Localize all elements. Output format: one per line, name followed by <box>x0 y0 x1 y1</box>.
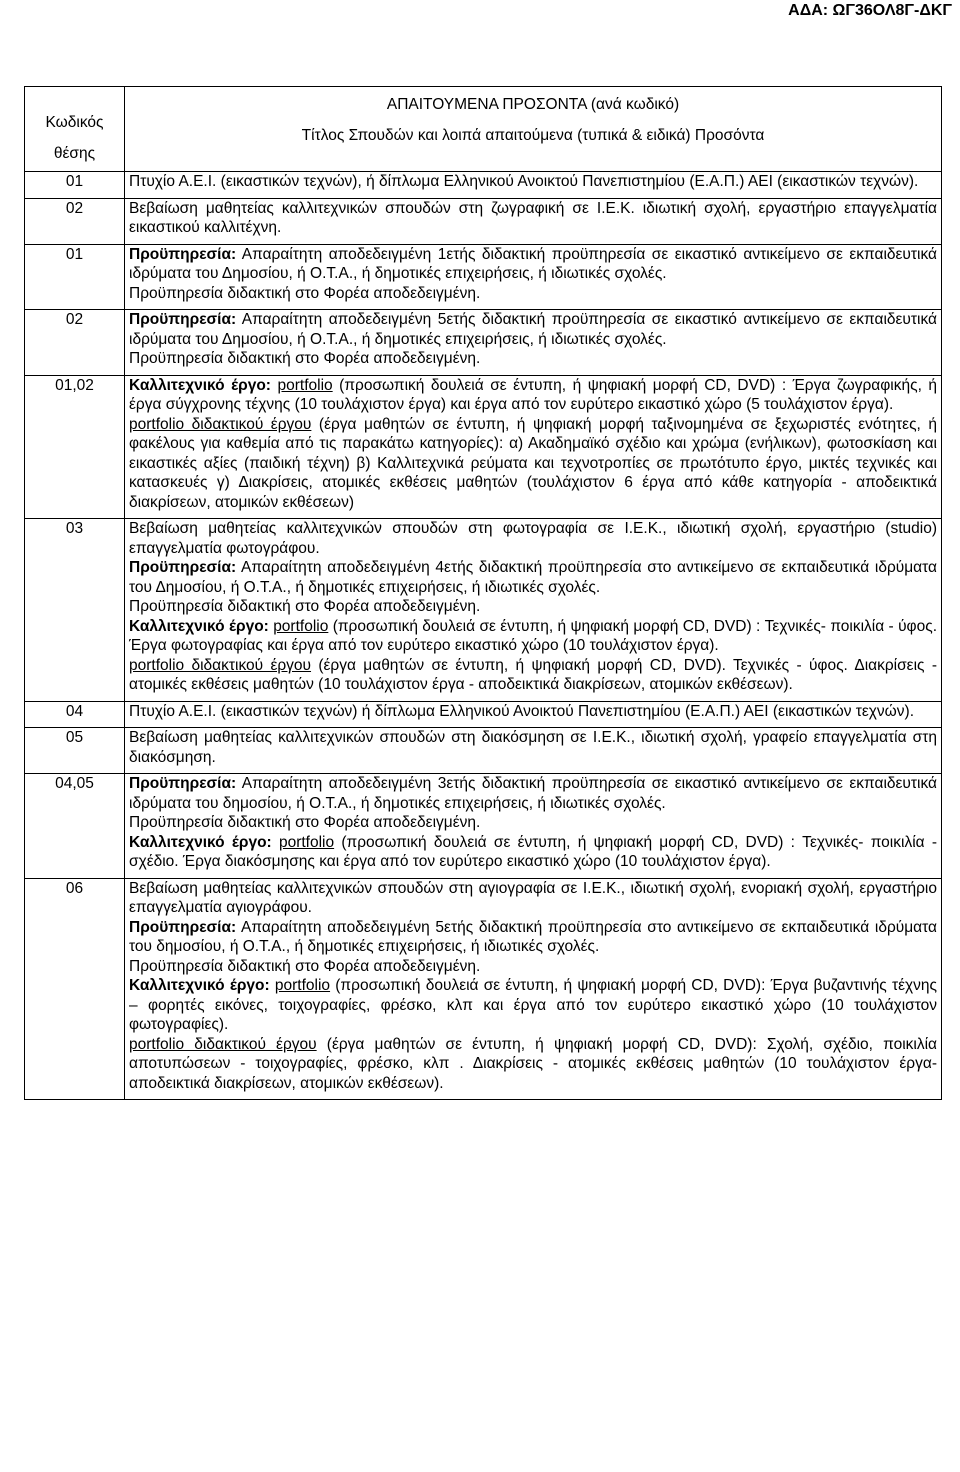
teaching-portfolio-text: (έργα μαθητών σε έντυπη, ή ψηφιακή μορφή ταξινομημένα σε ξεχωριστές ενότητες, ή φακέλους για καθεμία από τις παρακάτω κατηγορίες): α) Ακαδημαϊκό σχέδιο και χρώμα (ενήλικων), φωτοσκίαση και εικαστικές αξίες (παιδική τέχνη) β) Καλλιτεχνικά ρεύματα και τεχνοτροπίες σε πρωτότυπο έργο, μικτές τεχνικές και κατασκευές γ) Διακρίσεις, ατομικές εκθέσεις μαθητών (τουλάχιστον 6 έργα από κάθε κατηγορία - αποδεικτικά διακρίσεων, ατομικών εκθέσεων) <box>129 415 938 511</box>
row-code: 06 <box>25 878 125 1100</box>
certificate-text: Βεβαίωση μαθητείας καλλιτεχνικών σπουδών στη φωτογραφία σε Ι.Ε.Κ., ιδιωτική σχολή, εργαστήριο (studio) επαγγελματία φωτογράφου. <box>129 520 937 557</box>
header-code-line2: θέσης <box>53 145 96 162</box>
header-code <box>25 87 125 172</box>
row-description <box>125 774 942 879</box>
teaching-portfolio-block <box>129 415 937 513</box>
row-description <box>125 310 942 376</box>
artwork-block <box>129 833 937 872</box>
row-code: 05 <box>25 728 125 774</box>
table-row <box>25 519 942 702</box>
experience-text: Απαραίτητη αποδεδειγμένη 5ετής διδακτική προϋπηρεσία στο αντικείμενο σε εκπαιδευτικά ιδρύματα του δημοσίου, ή Ο.Τ.Α., ή δημοτικές επιχειρήσεις, ή ιδιωτικές σχολές. <box>129 918 937 955</box>
row-description <box>125 878 942 1100</box>
experience-block <box>129 918 937 957</box>
table-row <box>25 310 942 376</box>
experience-text: Απαραίτητη αποδεδειγμένη 4ετής διδακτική προϋπηρεσία στο αντικείμενο σε εκπαιδευτικά ιδρύματα του Δημοσίου, ή Ο.Τ.Α., ή δημοτικές επιχειρήσεις, ή ιδιωτικές σχολές. <box>129 559 937 596</box>
artwork-text: (προσωπική δουλειά σε έντυπη, ή ψηφιακή μορφή CD, DVD) : Έργα ζωγραφικής, ή έργα σύγχρονης τέχνης (10 τουλάχιστον έργα) και έργα από τον ευρύτερο εικαστικό χώρο (5 τουλάχιστον έργα). <box>129 376 938 413</box>
table-row <box>25 375 942 519</box>
row-code: 02 <box>25 198 125 244</box>
experience-text: Απαραίτητη αποδεδειγμένη 3ετής διδακτική προϋπηρεσία σε εικαστικό αντικείμενο σε εκπαιδευτικά ιδρύματα του δημοσίου, ή Ο.Τ.Α., ή δημοτικές επιχειρήσεις, ή ιδιωτικές σχολές. <box>129 775 937 812</box>
artwork-block <box>129 976 937 1035</box>
row-code: 03 <box>25 519 125 702</box>
experience-block <box>129 311 937 348</box>
table-row <box>25 244 942 310</box>
artwork-label: Καλλιτεχνικό έργο: <box>129 833 272 851</box>
header-code-line1: Κωδικός <box>45 114 104 131</box>
artwork-label: Καλλιτεχνικό έργο: <box>129 617 269 635</box>
experience-text: Απαραίτητη αποδεδειγμένη 5ετής διδακτική προϋπηρεσία σε εικαστικό αντικείμενο σε εκπαιδευτικά ιδρύματα του Δημοσίου, ή Ο.Τ.Α., ή δημοτικές επιχειρήσεις, ή ιδιωτικές σχολές. <box>129 311 937 348</box>
row-code: 04 <box>25 701 125 728</box>
row-description <box>125 244 942 310</box>
table-row <box>25 728 942 774</box>
experience-note: Προϋπηρεσία διδακτική στο Φορέα αποδεδειγμένη. <box>129 957 481 975</box>
experience-note: Προϋπηρεσία διδακτική στο Φορέα αποδεδειγμένη. <box>129 814 481 831</box>
experience-text: Απαραίτητη αποδεδειγμένη 1ετής διδακτική προϋπηρεσία σε εικαστικό αντικείμενο σε εκπαιδευτικά ιδρύματα του Δημοσίου, ή Ο.Τ.Α., ή δημοτικές επιχειρήσεις, ή ιδιωτικές σχολές. <box>129 245 937 282</box>
row-code: 01 <box>25 244 125 310</box>
experience-note: Προϋπηρεσία διδακτική στο Φορέα αποδεδειγμένη. <box>129 350 481 367</box>
experience-block <box>129 558 937 597</box>
header-title <box>125 87 942 172</box>
experience-label: Προϋπηρεσία: <box>129 775 237 792</box>
teaching-portfolio-block <box>129 656 937 695</box>
artwork-label: Καλλιτεχνικό έργο: <box>129 376 271 394</box>
teaching-portfolio-link: portfolio διδακτικού έργου <box>129 415 312 433</box>
table-header-row <box>25 87 942 172</box>
table-row <box>25 878 942 1100</box>
table-row <box>25 172 942 199</box>
experience-label: Προϋπηρεσία: <box>129 918 237 936</box>
table-row <box>25 774 942 879</box>
portfolio-link: portfolio <box>273 617 329 635</box>
table-row <box>25 198 942 244</box>
teaching-portfolio-link: portfolio διδακτικού έργου <box>129 656 312 674</box>
experience-label: Προϋπηρεσία: <box>129 311 237 328</box>
row-description <box>125 375 942 519</box>
row-code: 02 <box>25 310 125 376</box>
artwork-block <box>129 376 937 415</box>
experience-note: Προϋπηρεσία διδακτική στο Φορέα αποδεδειγμένη. <box>129 284 481 302</box>
artwork-text: (προσωπική δουλειά σε έντυπη, ή ψηφιακή μορφή CD, DVD) : Τεχνικές- ποικιλία - σχέδιο. Έργα διακόσμησης και έργα από τον ευρύτερο εικαστικό χώρο (10 τουλάχιστον έργα). <box>129 833 937 870</box>
artwork-block <box>129 617 937 656</box>
row-description: Πτυχίο Α.Ε.Ι. (εικαστικών τεχνών) ή δίπλωμα Ελληνικού Ανοικτού Πανεπιστημίου (Ε.Α.Π.) ΑΕΙ (εικαστικών τεχνών). <box>125 701 942 728</box>
teaching-portfolio-text: (έργα μαθητών σε έντυπη, ή ψηφιακή μορφή CD, DVD): Σχολή, σχέδιο, ποικιλία αποτυπώσεων - τοιχογραφίες, φρέσκο, κλπ . Διακρίσεις - ατομικές εκθέσεις μαθητών (10 τουλάχιστον έργα- αποδεικτικά διακρίσεων, ατομικών εκθέσεων). <box>129 1035 937 1092</box>
portfolio-link: portfolio <box>277 376 333 394</box>
row-description: Πτυχίο Α.Ε.Ι. (εικαστικών τεχνών), ή δίπλωμα Ελληνικού Ανοικτού Πανεπιστημίου (Ε.Α.Π.) ΑΕΙ (εικαστικών τεχνών). <box>125 172 942 199</box>
teaching-portfolio-link: portfolio διδακτικού έργου <box>129 1035 317 1053</box>
experience-block <box>129 246 937 283</box>
experience-block <box>129 774 937 813</box>
experience-note: Προϋπηρεσία διδακτική στο Φορέα αποδεδειγμένη. <box>129 598 481 615</box>
artwork-text: (προσωπική δουλειά σε έντυπη, ή ψηφιακή μορφή CD, DVD): Έργα βυζαντινής τέχνης – φορητές εικόνες, τοιχογραφίες, φρέσκο, κλπ και έργα από τον ευρύτερο εικαστικό χώρο (10 τουλάχιστον φωτογραφίες). <box>129 977 937 1033</box>
ada-code: ΑΔΑ: ΩΓ36ΟΛ8Γ-ΔΚΓ <box>788 2 952 19</box>
teaching-portfolio-block <box>129 1035 937 1094</box>
certificate-text: Βεβαίωση μαθητείας καλλιτεχνικών σπουδών στη αγιογραφία σε Ι.Ε.Κ., ιδιωτική σχολή, ενοριακή σχολή, εργαστήριο επαγγελματία αγιογράφου. <box>129 879 937 916</box>
header-title-line1: ΑΠΑΙΤΟΥΜΕΝΑ ΠΡΟΣΟΝΤΑ (ανά κωδικό) <box>386 96 680 113</box>
portfolio-link: portfolio <box>278 833 335 851</box>
row-code: 04,05 <box>25 774 125 879</box>
row-code: 01,02 <box>25 375 125 519</box>
artwork-text: (προσωπική δουλειά σε έντυπη, ή ψηφιακή μορφή CD, DVD) : Τεχνικές- ποικιλία - ύφος. Έργα φωτογραφίας και έργα από τον ευρύτερο εικαστικό χώρο (10 τουλάχιστον έργα). <box>129 617 937 654</box>
table-row <box>25 701 942 728</box>
portfolio-link: portfolio <box>274 977 331 994</box>
experience-label: Προϋπηρεσία: <box>129 559 237 576</box>
header-title-line2: Τίτλος Σπουδών και λοιπά απαιτούμενα (τυπικά & ειδικά) Προσόντα <box>301 127 765 144</box>
artwork-label: Καλλιτεχνικό έργο: <box>129 977 270 994</box>
row-description: Βεβαίωση μαθητείας καλλιτεχνικών σπουδών στη διακόσμηση σε Ι.Ε.Κ., ιδιωτική σχολή, γραφείο επαγγελματία στη διακόσμηση. <box>125 728 942 774</box>
row-description: Βεβαίωση μαθητείας καλλιτεχνικών σπουδών στη ζωγραφική σε Ι.Ε.Κ. ιδιωτική σχολή, εργαστήριο επαγγελματία εικαστικού καλλιτέχνη. <box>125 198 942 244</box>
experience-label: Προϋπηρεσία: <box>129 245 237 263</box>
row-description <box>125 519 942 702</box>
teaching-portfolio-text: (έργα μαθητών σε έντυπη, ή ψηφιακή μορφή CD, DVD). Τεχνικές - ύφος. Διακρίσεις - ατομικές εκθέσεις μαθητών (10 τουλάχιστον έργα - αποδεικτικά διακρίσεων, ατομικών εκθέσεων). <box>129 656 937 693</box>
row-code: 01 <box>25 172 125 199</box>
requirements-table <box>24 86 942 1100</box>
